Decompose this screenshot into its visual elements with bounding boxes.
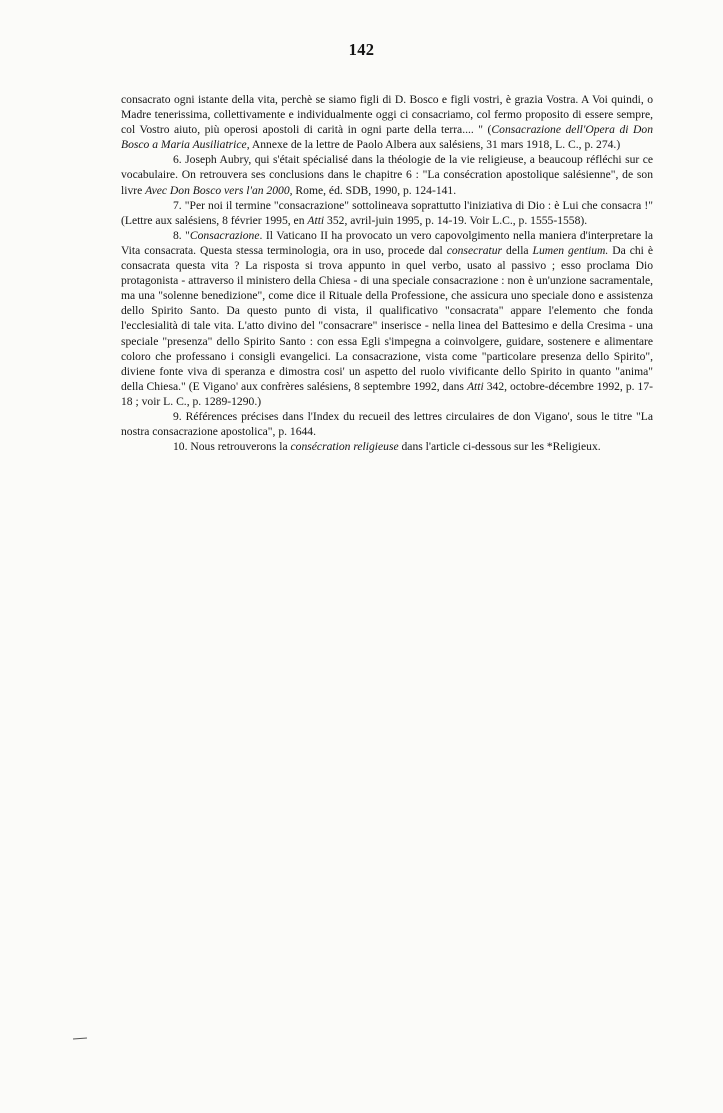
- text-segment: 8. ": [173, 228, 190, 242]
- italic-title: Consacrazione dell'Opera di Don Bosco a Maria Ausiliatrice: [121, 123, 653, 152]
- footnote-9: [121, 409, 653, 439]
- text-segment: 7. "Per noi il termine "consacrazione" sottolineava soprattutto l'iniziativa di Dio : è Lui che consacra !" (Lettre aux salésiens, 8 février 1995, en: [121, 198, 653, 227]
- italic-term: consecratur: [446, 243, 503, 257]
- text-segment: 342, octobre-décembre 1992, p. 17-18 ; voir L. C., p. 1289-1290.): [121, 379, 654, 408]
- text-segment: consacrato ogni istante della vita, perchè se siamo figli di D. Bosco e figli vostri, è grazia Vostra. A Voi quindi, o Madre tenerissima, collettivamente e individualmente oggi ci consacriamo, col fermo proposito di essere sempre, col Vostro aiuto, più operosi apostoli di carità in ogni parte della terra.... " (: [121, 93, 653, 137]
- footnote-8: [121, 228, 653, 409]
- text-segment: Rome, éd. SDB, 1990, p. 124-141.: [292, 183, 457, 197]
- text-segment: 10. Nous retrouverons la: [173, 440, 291, 454]
- page-number: 142: [348, 40, 375, 59]
- scan-mark: [73, 1038, 87, 1040]
- text-segment: Da chi è consacrata questa vita ? La risposta si trova appunto in quel verbo, usato al passivo ; esso proclama Dio protagonista - attraverso il ministero della Chiesa - di una speciale consacrazione : non è un'unzione sacramentale, ma una "solenne benedizione", come dice il Rituale della Professione, che assicura uno speciale dono e assistenza dello Spirito Santo. Da questo punto di vista, il qualificativo "consacrata" appare l'elemento che fonda l'ecclesialità di tale vita. L'atto divino del "consacrare" inserisce - nella linea del Battesimo e della Cresima - una speciale "presenza" dello Spirito Santo : con essa Egli s'impegna a coinvolgere, guidare, sostenere e alimentare coloro che professano i consigli evangelici. La consacrazione, vista come "particolare presenza dello Spirito", diviene fonte viva di speranza e dimostra cosi' un aspetto del ruolo vivificante dello Spirito in quanto "anima" della Chiesa." (E Vigano' aux confrères salésiens, 8 septembre 1992, dans: [121, 243, 653, 393]
- footnote-7: [121, 198, 653, 228]
- text-segment: della: [502, 243, 533, 257]
- italic-title: Avec Don Bosco vers l'an 2000,: [145, 183, 293, 197]
- italic-term: consécration religieuse: [290, 440, 399, 454]
- italic-title: Atti: [307, 213, 325, 227]
- footnote-6: [121, 152, 653, 197]
- footnotes-body: [121, 92, 653, 454]
- italic-term: Consacrazione: [189, 228, 260, 242]
- italic-title: Atti: [466, 379, 484, 393]
- text-segment: 352, avril-juin 1995, p. 14-19. Voir L.C., p. 1555-1558).: [324, 213, 588, 227]
- text-segment: 6. Joseph Aubry, qui s'était spécialisé dans la théologie de la vie religieuse, a beaucoup réfléchi sur ce vocabulaire. On retrouvera ses conclusions dans le chapitre 6 : "La consécration apostolique salésienne", de son livre: [121, 153, 653, 197]
- text-segment: . Il Vaticano II ha provocato un vero capovolgimento nella maniera d'interpretare la Vita consacrata. Questa stessa terminologia, ora in uso, procede dal: [121, 228, 653, 257]
- text-segment: , Annexe de la lettre de Paolo Albera aux salésiens, 31 mars 1918, L. C., p. 274.): [246, 138, 621, 152]
- text-segment: dans l'article ci-dessous sur les *Religieux.: [398, 440, 601, 454]
- text-segment: 9. Références précises dans l'Index du recueil des lettres circulaires de don Vigano', sous le titre "La nostra consacrazione apostolica", p. 1644.: [121, 409, 653, 439]
- footnote-continuation: [121, 92, 653, 152]
- footnote-10: [121, 439, 653, 454]
- italic-title: Lumen gentium.: [532, 243, 609, 257]
